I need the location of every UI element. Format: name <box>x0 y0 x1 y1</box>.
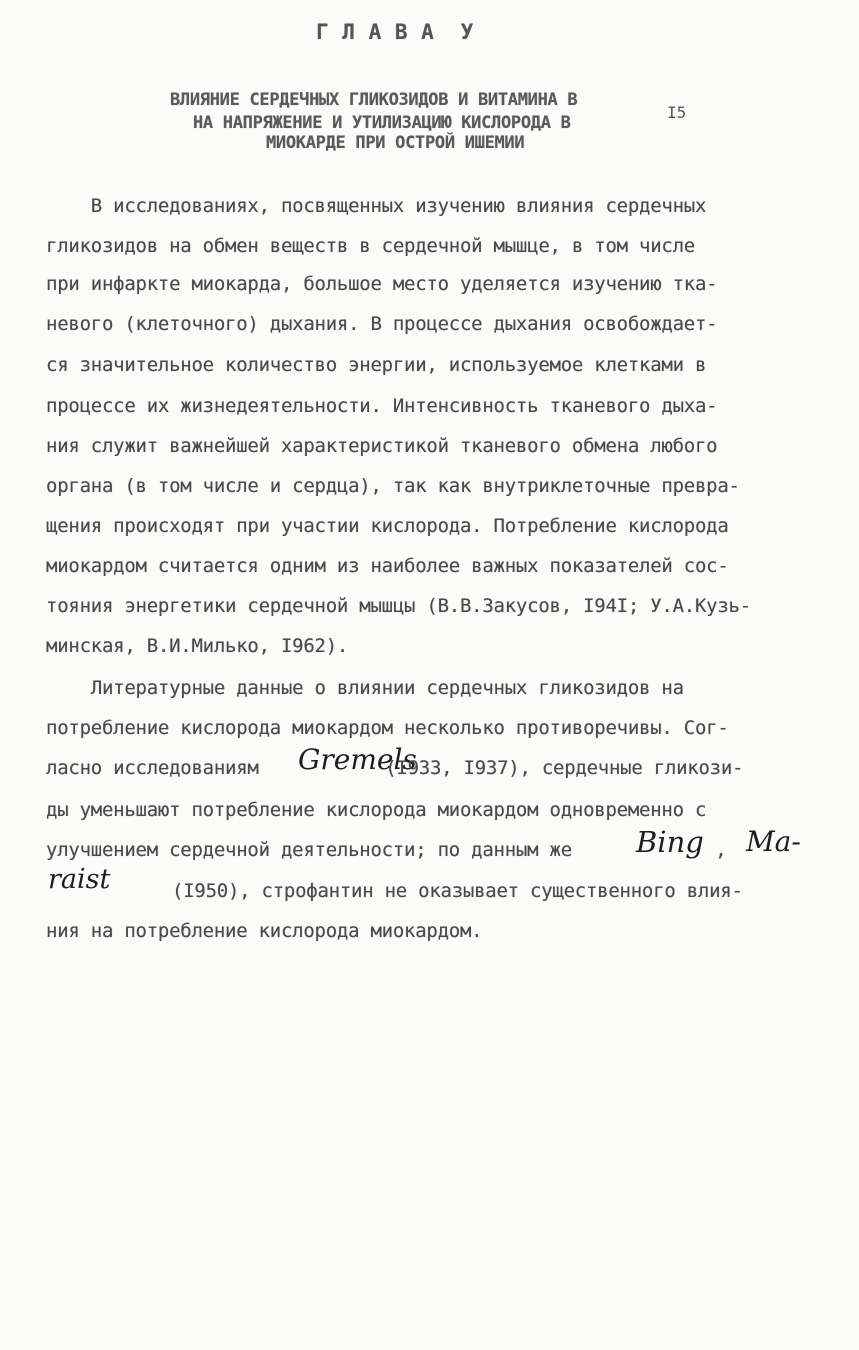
title-subscript: I5 <box>667 103 687 122</box>
paragraph-2-line: потребление кислорода миокардом несколько противоречивы. Сог- <box>46 717 729 739</box>
paragraph-2-line: ды уменьшают потребление кислорода миокардом одновременно с <box>46 799 707 821</box>
handwritten-author-bing: Bing <box>636 825 704 859</box>
paragraph-2-line: ния на потребление кислорода миокардом. <box>46 920 483 942</box>
paragraph-1-line: щения происходят при участии кислорода. Потребление кислорода <box>46 515 729 537</box>
paragraph-1-line: минская, В.И.Милько, I962). <box>46 635 349 657</box>
title-line-2: НА НАПРЯЖЕНИЕ И УТИЛИЗАЦИЮ КИСЛОРОДА В <box>193 113 571 133</box>
handwritten-author-maraist-part1: Ma- <box>746 825 801 858</box>
paragraph-1-line: В исследованиях, посвященных изучению влияния сердечных <box>46 195 707 217</box>
paragraph-2-line: улучшением сердечной деятельности; по данным же <box>46 839 584 861</box>
line-segment: ласно исследованиям <box>46 757 270 779</box>
title-line-3: МИОКАРДЕ ПРИ ОСТРОЙ ИШЕМИИ <box>266 133 525 153</box>
paragraph-2-line-tail: (I933, I937), сердечные гликози- <box>374 757 744 779</box>
paragraph-1-line: невого (клеточного) дыхания. В процессе дыхания освобождает- <box>46 313 718 335</box>
paragraph-1-line: ся значительное количество энергии, используемое клетками в <box>46 354 707 376</box>
paragraph-1-line: процессе их жизнедеятельности. Интенсивность тканевого дыха- <box>46 395 718 417</box>
chapter-heading: Г Л А В А У <box>316 20 474 44</box>
paragraph-1-line: тояния энергетики сердечной мышцы (В.В.Закусов, I94I; У.А.Кузь- <box>46 595 751 617</box>
handwritten-author-maraist-part2: raist <box>48 864 111 895</box>
paragraph-2-line <box>46 757 270 779</box>
paragraph-2-line-tail: (I950), строфантин не оказывает существенного влия- <box>172 880 743 902</box>
paragraph-1-line: при инфаркте миокарда, большое место уделяется изучению тка- <box>46 273 718 295</box>
line-separator: , <box>704 839 738 861</box>
paragraph-1-line: ния служит важнейшей характеристикой тканевого обмена любого <box>46 435 718 457</box>
paragraph-2-line: Литературные данные о влиянии сердечных гликозидов на <box>46 677 684 699</box>
paragraph-1-line: миокардом считается одним из наиболее важных показателей сос- <box>46 555 729 577</box>
paragraph-1-line: гликозидов на обмен веществ в сердечной мышце, в том числе <box>46 235 695 257</box>
paragraph-1-line: органа (в том числе и сердца), так как внутриклеточные превра- <box>46 475 740 497</box>
title-line-1: ВЛИЯНИЕ СЕРДЕЧНЫХ ГЛИКОЗИДОВ И ВИТАМИНА В <box>170 90 578 110</box>
handwritten-author-gremels: Gremels <box>298 743 417 776</box>
